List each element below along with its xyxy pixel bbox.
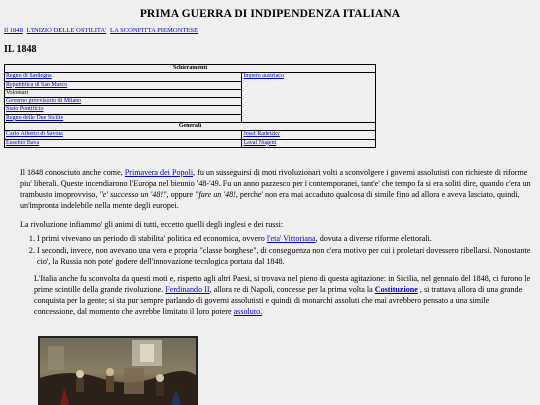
paragraph-intro: Il 1848 conosciuto anche come, Primavera dei Popoli, fu un susseguirsi di moti rivoluzionari volti a sconvolgere i governi assolutisti con richieste di riforme piu' liberali. Queste incendiarono l'Europa nel biennio '48-'49. Fu un anno pazzesco per i contemporanei, tant'e' che tempo fa si era soliti dire, quando c'era un trambusto imoprovviso, "e' successo un '48!", oppure "fare un '48!, perche' non era mai accaduto qualcosa di simile fino ad allora e aveva lasciato, quindi, un'impronta indelebile nella mente degli europei. — [20, 168, 531, 211]
general-cell — [242, 139, 376, 147]
link-eta-vittoriana[interactable]: l'eta' Vittoriana — [266, 234, 316, 244]
general-link-radetzky[interactable]: Josef Radetzky — [243, 131, 280, 138]
nav-link-sconfitta-piemontese[interactable]: LA SCONFITTA PIEMONTESE — [110, 27, 199, 34]
table-header-generali: Generali — [5, 123, 376, 131]
schieramenti-table — [4, 64, 376, 148]
historical-painting-image — [38, 336, 198, 405]
link-costituzione[interactable]: Costituzione — [374, 284, 418, 294]
painting-illustration — [40, 338, 198, 405]
nav-links — [4, 27, 200, 34]
faction-link-milano[interactable]: Governo provvisorio di Milano — [6, 98, 82, 105]
faction-volontari: Volontari — [5, 90, 241, 98]
left-factions-cell — [5, 73, 242, 123]
general-link-carlo-alberto[interactable]: Carlo Alberto di Savoia — [6, 131, 63, 138]
nav-link-il-1848[interactable]: Il 1848 — [4, 27, 23, 34]
faction-link-impero-austriaco[interactable]: Impero austriaco — [243, 73, 284, 80]
right-factions-cell — [242, 73, 376, 123]
faction-link-due-sicilie[interactable]: Regno delle Due Sicilie — [6, 114, 64, 121]
faction-link-sardegna[interactable]: Regno di Sardegna — [6, 73, 52, 80]
general-link-nugent[interactable]: Laval Nugent — [243, 139, 277, 146]
section-heading: IL 1848 — [4, 44, 37, 55]
link-ferdinando-ii[interactable]: Ferdinando II — [165, 284, 210, 294]
faction-link-stato-pontificio[interactable]: Stato Pontificio — [6, 106, 44, 113]
general-cell — [5, 139, 242, 147]
faction-link-san-marco[interactable]: Repubblica di San Marco — [6, 81, 68, 88]
general-cell — [242, 131, 376, 139]
link-primavera-dei-popoli[interactable]: Primavera dei Popoli — [124, 168, 194, 177]
link-assoluto[interactable]: assoluto. — [233, 307, 263, 317]
paragraph-lead: La rivoluzione infiammo' gli animi di tutti, eccetto quelli degli inglesi e dei russi: — [20, 220, 284, 230]
exception-list — [20, 233, 532, 266]
general-cell — [5, 131, 242, 139]
article-body — [20, 167, 532, 317]
nav-link-inizio-ostilita[interactable]: L'INIZIO DELLE OSTILITA' — [26, 27, 107, 34]
table-header-schieramenti: Schieramenti — [5, 65, 376, 73]
paragraph-italia: L'Italia anche fu sconvolta da questi moti e, rispetto agli altri Paesi, si trovava nel pieno di questa agitazione: in Sicilia, nel gennaio del 1848, ci furono le prime scintille della grande rivoluzione. Ferdinando II, allora re di Napoli, concesse per la prima volta la Costituzione , si trattava allora di una grande conquista per la gente; si sta pur sempre parlando di governi assolutisti e quindi di monarchi assoluti che mai avrebbero pensato a una simile concessione, dal momento che avrebbe limitato il loro potere assoluto. — [34, 273, 531, 317]
general-link-bava[interactable]: Eusebio Bava — [6, 139, 40, 146]
list-item: 2. I secondi, invece, non avevano una vera e propria "classe borghese", di conseguenza non c'era motivo per cui i proletari dovessero ribellarsi. Nonostante cio', la Russia non pote' godere dell'innovazione tecnlogica portata dal 1848. — [37, 245, 532, 267]
list-item: 1. I primi vivevano un periodo di stabilita' politica ed economica, ovvero l'eta' Vittoriana, dovuta a diverse riforme elettorali. — [37, 233, 532, 244]
page-title: PRIMA GUERRA DI INDIPENDENZA ITALIANA — [139, 8, 401, 20]
